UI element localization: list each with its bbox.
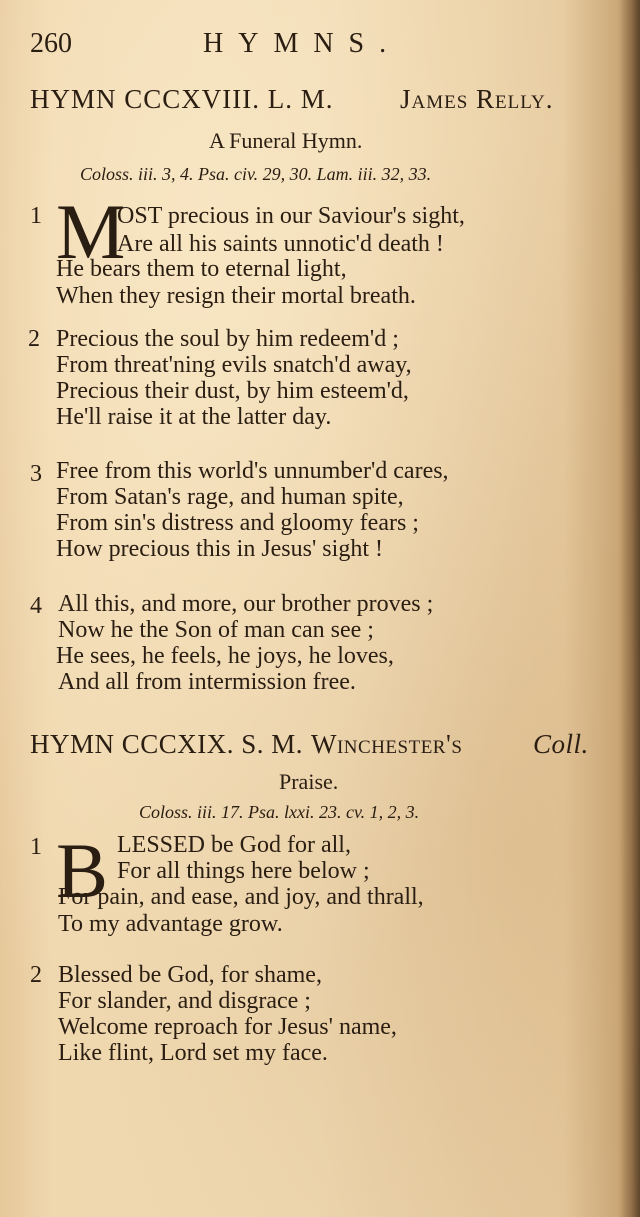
- hymn-number-meter: HYMN CCCXIX. S. M.: [30, 729, 304, 759]
- hymn-title: [30, 729, 589, 760]
- scripture-references: Coloss. iii. 3, 4. Psa. civ. 29, 30. Lam. iii. 32, 33.: [80, 164, 432, 184]
- verse-line: From Satan's rage, and human spite,: [56, 484, 404, 510]
- verse-line: All this, and more, our brother proves ;: [58, 591, 434, 617]
- hymn-subtitle: Praise.: [279, 769, 339, 794]
- verse-line: Welcome reproach for Jesus' name,: [58, 1014, 397, 1040]
- drop-cap: M: [56, 188, 126, 275]
- drop-cap: B: [56, 827, 109, 914]
- verse-line: Precious the soul by him redeem'd ;: [56, 326, 399, 352]
- stanza-number: 4: [30, 593, 42, 619]
- verse-line: How precious this in Jesus' sight !: [56, 536, 383, 562]
- verse-line: To my advantage grow.: [58, 911, 283, 937]
- hymn-author: James Relly.: [400, 84, 554, 114]
- scripture-references: Coloss. iii. 17. Psa. lxxi. 23. cv. 1, 2, 3.: [139, 802, 420, 822]
- verse-line: He'll raise it at the latter day.: [56, 404, 332, 430]
- stanza-number: 3: [30, 461, 42, 487]
- hymn-subtitle: A Funeral Hymn.: [209, 128, 363, 153]
- page-gutter-shadow: [618, 0, 640, 1217]
- page-number: 260: [30, 28, 72, 59]
- hymn-number-meter: HYMN CCCXVIII. L. M.: [30, 84, 334, 114]
- verse-line: Free from this world's unnumber'd cares,: [56, 458, 449, 484]
- stanza-number: 2: [28, 326, 40, 352]
- verse-line: And all from intermission free.: [58, 669, 356, 695]
- verse-line: He bears them to eternal light,: [56, 256, 347, 282]
- verse-line: Blessed be God, for shame,: [58, 962, 322, 988]
- stanza-number: 1: [30, 203, 42, 229]
- verse-line: OST precious in our Saviour's sight,: [117, 203, 465, 229]
- verse-line: For pain, and ease, and joy, and thrall,: [58, 884, 424, 910]
- stanza-number: 1: [30, 834, 42, 860]
- verse-line: He sees, he feels, he joys, he loves,: [56, 643, 394, 669]
- stanza-number: 2: [30, 962, 42, 988]
- verse-line: From sin's distress and gloomy fears ;: [56, 510, 419, 536]
- hymn-title: [30, 84, 554, 115]
- verse-line: When they resign their mortal breath.: [56, 283, 416, 309]
- verse-line: Precious their dust, by him esteem'd,: [56, 378, 409, 404]
- verse-line: From threat'ning evils snatch'd away,: [56, 352, 412, 378]
- verse-line: For slander, and disgrace ;: [58, 988, 311, 1014]
- running-title: HYMNS.: [203, 28, 402, 59]
- verse-line: For all things here below ;: [117, 858, 370, 884]
- verse-line: LESSED be God for all,: [117, 832, 351, 858]
- verse-line: Are all his saints unnotic'd death !: [117, 231, 444, 257]
- verse-line: Now he the Son of man can see ;: [58, 617, 374, 643]
- verse-line: Like flint, Lord set my face.: [58, 1040, 328, 1066]
- hymn-collection: Coll.: [533, 729, 589, 759]
- hymn-author: Winchester's: [311, 729, 463, 759]
